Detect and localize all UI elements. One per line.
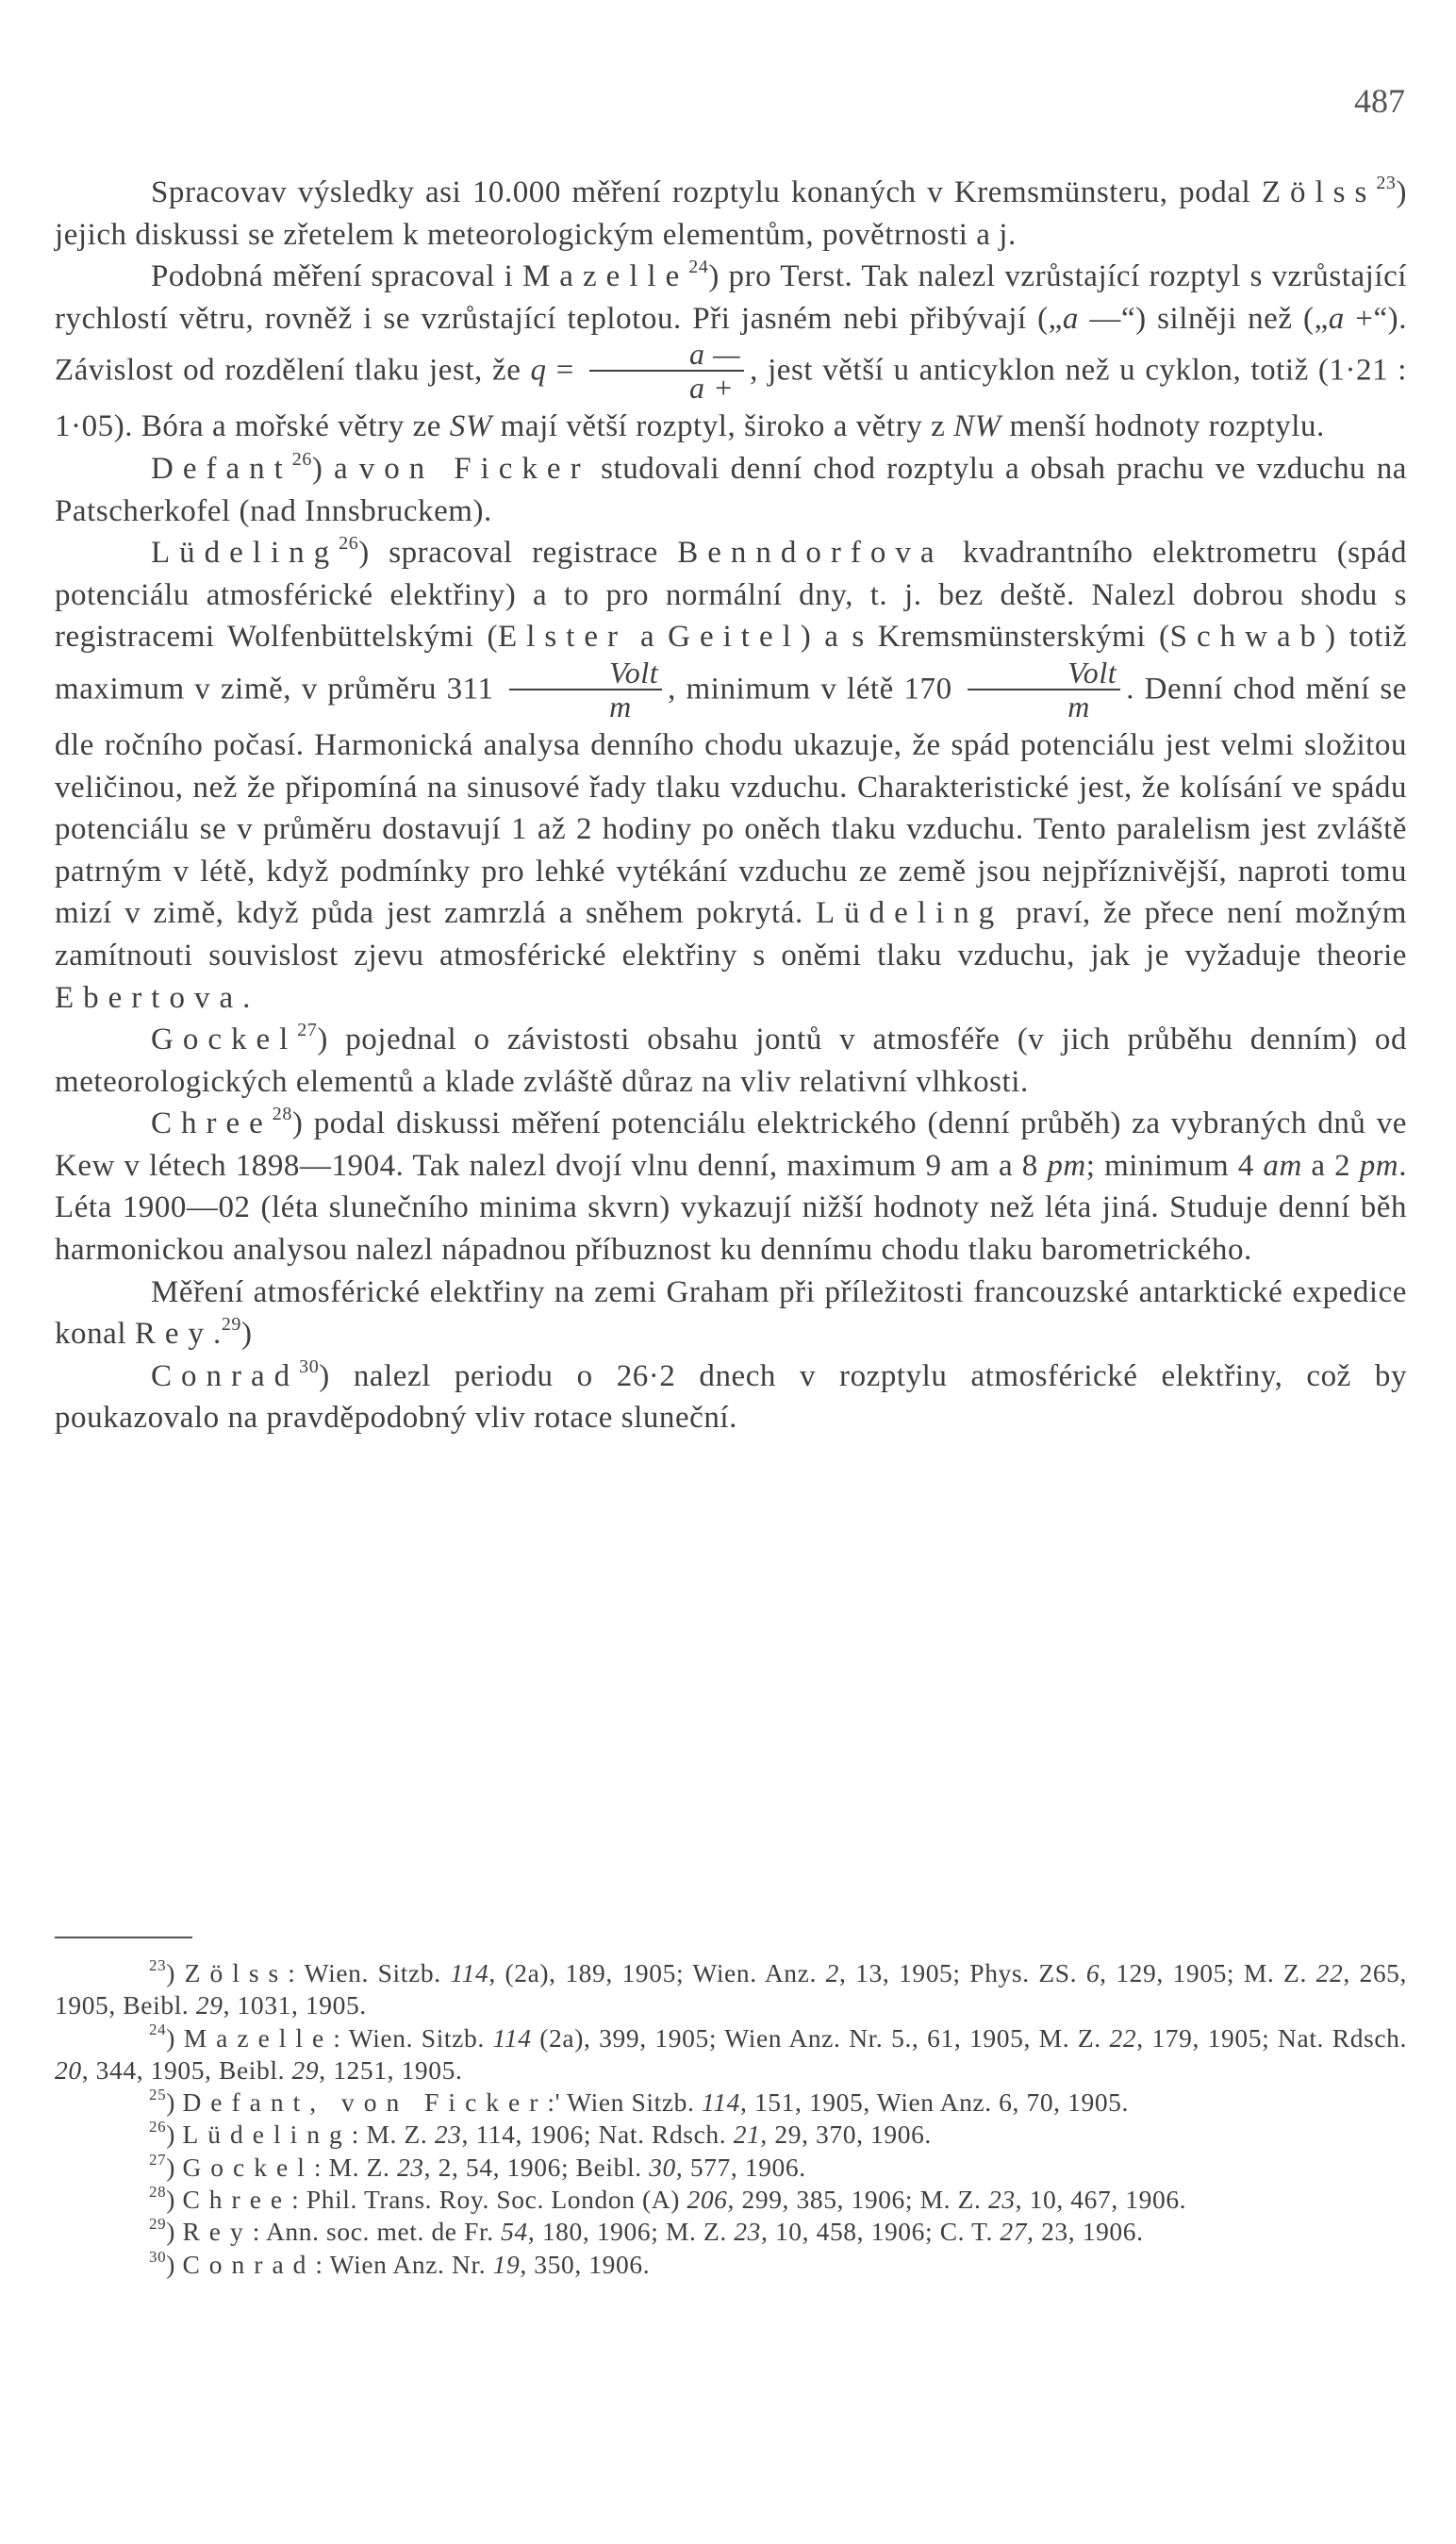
text-run: Spracovav výsledky asi 10.000 měření rozptylu konaných v Kremsmünsteru, podal [151, 175, 1262, 209]
text-run: +“). Závislost od rozdělení tlaku jest, že [55, 301, 1408, 388]
italic-text: 206 [687, 2185, 728, 2215]
text-run: ) [166, 2185, 183, 2215]
author-name: Zölss [1261, 175, 1377, 209]
italic-text: pm [1359, 1148, 1399, 1183]
author-name: Lüdeling [816, 896, 1004, 931]
text-run: = [546, 353, 585, 388]
text-run: , 344, 1905, Beibl. [81, 2054, 292, 2085]
italic-text: 23 [987, 2185, 1016, 2215]
text-run: ) [166, 2249, 183, 2279]
footnote-marker: 24 [149, 2020, 167, 2039]
author-name: Conrad [182, 2249, 316, 2279]
footnote-marker: 24 [688, 257, 709, 278]
author-name: Ebertova [55, 980, 243, 1015]
text-run: ) [166, 2087, 183, 2118]
text-run: a [627, 620, 669, 655]
text-run: praví, že přece není možným zamítnouti souvislost zjevu atmosférické elektřiny s oněmi tlaku vzduchu, jak je vyžaduje theorie [55, 896, 1407, 973]
author-name: Benndorfova [677, 536, 944, 571]
text-run: , 1251, 1905. [319, 2054, 463, 2085]
italic-text: 6 [1085, 1958, 1100, 1987]
footnote [55, 2152, 1407, 2184]
italic-text: a [1328, 301, 1345, 336]
text-run: Podobná měření spracoval i [151, 259, 522, 294]
text-run: :' Wien Sitzb. [547, 2087, 702, 2118]
footnote-separator [55, 1937, 192, 1938]
author-name: Conrad [151, 1358, 300, 1393]
footnote [55, 2087, 1407, 2119]
author-name: von Ficker [358, 451, 590, 486]
fraction-numerator: a — [589, 338, 744, 372]
author-name: Lüdeling [182, 2120, 352, 2150]
footnote [55, 2249, 1407, 2281]
author-name: Defant, von Ficker [182, 2087, 548, 2118]
text-run: kvadrantního elektrometru (spád potenciálu atmosférické elektřiny) a to pro normální dny, t. j. bez deště. Nalezl dobrou shodu s registracemi Wolfenbüttelskými ( [55, 536, 1407, 655]
footnote-marker: 25 [149, 2086, 167, 2104]
author-name: Lüdeling [151, 536, 339, 571]
italic-text: 23 [434, 2120, 462, 2150]
text-run: : M. Z. [313, 2152, 397, 2182]
text-run: : Wien. Sitzb. [333, 2022, 493, 2053]
text-run: , 23, 1906. [1027, 2217, 1144, 2247]
text-run: ) jejich diskussi se zřetelem k meteorologickým elementům, povětrnosti a j. [55, 175, 1407, 252]
italic-text: 21 [733, 2120, 761, 2150]
italic-text: 22 [1315, 1958, 1344, 1987]
italic-text: SW [449, 409, 492, 444]
fraction-denominator: a + [689, 371, 735, 406]
footnote-marker: 28 [149, 2182, 167, 2201]
author-name: Mazelle [521, 259, 689, 294]
text-run: , 1031, 1905. [223, 1990, 367, 2020]
author-name: Rey [182, 2217, 253, 2247]
text-run: , 2, 54, 1906; Beibl. [423, 2152, 650, 2182]
text-run: . Léta 1900—02 (léta slunečního minima skvrn) vykazují nižší hodnoty než léta jiná. Studuje denní běh harmonickou analysou nalezl nápadnou příbuznost ku dennímu chodu tlaku barometrického. [55, 1148, 1407, 1268]
footnote-marker: 27 [297, 1020, 318, 1041]
text-run: mají větší rozptyl, široko a větry z [491, 409, 954, 444]
text-run: . [213, 1317, 222, 1352]
footnote [55, 2184, 1407, 2216]
author-name: Geitel [668, 620, 801, 655]
italic-text: a [1062, 301, 1079, 336]
author-name: Elster [498, 620, 628, 655]
text-run: : Ann. soc. met. de Fr. [252, 2217, 502, 2247]
text-run: ) nalezl periodu o 26·2 dnech v rozptylu atmosférické elektřiny, což by poukazovalo na pravděpodobný vliv rotace sluneční. [55, 1358, 1407, 1436]
italic-text: 114 [450, 1958, 489, 1987]
italic-text: pm [1047, 1148, 1086, 1183]
italic-text: 23 [396, 2152, 424, 2182]
author-name: Defant [151, 451, 292, 486]
fraction-numerator: Volt [968, 657, 1120, 690]
fraction [589, 338, 744, 404]
text-run: , minimum v létě 170 [668, 672, 963, 707]
text-run: a 2 [1301, 1148, 1360, 1183]
paragraph [55, 448, 1407, 532]
text-run: , 350, 1906. [520, 2249, 651, 2279]
italic-text: q [530, 353, 547, 388]
text-run: ) pro Terst. Tak nalezl vzrůstající rozptyl s vzrůstající rychlostí větru, rovněž i se vzrůstající teplotou. Při jasném nebi přibývají („ [55, 259, 1407, 336]
fraction [509, 657, 662, 723]
text-run: : Wien. Sitzb. [288, 1958, 451, 1987]
paragraph [55, 1019, 1407, 1103]
italic-text: 29 [291, 2054, 320, 2085]
text-run: ) a s Kremsmünsterskými ( [800, 620, 1170, 655]
text-run: ) a [311, 451, 359, 486]
paragraph [55, 172, 1407, 256]
body-text [55, 172, 1407, 1439]
text-run: , 129, 1905; M. Z. [1100, 1958, 1316, 1987]
author-name: Mazelle [183, 2022, 334, 2053]
italic-text: 29 [195, 1990, 223, 2020]
paragraph [55, 532, 1407, 1019]
text-run: Měření atmosférické elektřiny na zemi Graham při příležitosti francouzské antarktické expedice konal [55, 1274, 1407, 1352]
text-run: , 299, 385, 1906; M. Z. [727, 2185, 988, 2215]
fraction [968, 657, 1120, 723]
page-number: 487 [1354, 82, 1405, 120]
footnote [55, 1957, 1407, 2022]
text-run: , 180, 1906; M. Z. [527, 2217, 735, 2247]
paragraph [55, 1103, 1407, 1271]
text-run: : M. Z. [351, 2120, 435, 2150]
author-name: Rey [134, 1317, 214, 1352]
footnote-marker: 29 [149, 2215, 167, 2234]
text-run: ) spracoval registrace [358, 536, 678, 571]
paragraph [55, 1355, 1407, 1439]
footnote-marker: 23 [149, 1955, 167, 1974]
footnote-marker: 27 [149, 2150, 167, 2169]
author-name: Gockel [151, 1023, 298, 1057]
text-run: . Denní chod mění se dle ročního počasí. Harmonická analysa denního chodu ukazuje, že spád potenciálu jest velmi složitou veličinou, než že připomíná na sinusové řady tlaku vzduchu. Charakteristické jest, že kolísání ve spádu potenciálu se v průměru dostavují 1 až 2 hodiny po oněch tlaku vzduchu. Tento paralelism jest zvláště patrným v létě, když podmínky pro lehké vytékání vzduchu ze země jsou nejpříznivější, naproti tomu mizí v zimě, když půda jest zamrzlá a sněhem pokrytá. [55, 672, 1407, 931]
italic-text: 114 [701, 2087, 740, 2118]
text-run: , 179, 1905; Nat. Rdsch. [1136, 2022, 1407, 2053]
italic-text: NW [953, 409, 1001, 444]
footnote-marker: 26 [339, 533, 359, 555]
text-run: ) podal diskussi měření potenciálu elektrického (denní průběh) za vybraných dnů ve Kew v létech 1898—1904. Tak nalezl dvojí vlnu denní, maximum 9 am a 8 [55, 1106, 1407, 1183]
author-name: Zölss [184, 1958, 289, 1987]
author-name: Chree [151, 1106, 273, 1141]
text-run: : Phil. Trans. Roy. Soc. London (A) [291, 2185, 687, 2215]
text-run: , (2a), 189, 1905; Wien. Anz. [488, 1958, 826, 1987]
italic-text: 54 [501, 2217, 528, 2247]
text-run: ) totiž maximum v zimě, v průměru 311 [55, 620, 1407, 707]
text-run: , 10, 467, 1906. [1015, 2185, 1187, 2215]
footnote-marker: 26 [149, 2118, 167, 2137]
text-run: ) [166, 1958, 185, 1987]
paragraph [55, 1272, 1407, 1355]
text-run: ) [240, 1317, 253, 1352]
text-run: , 265, 1905, Beibl. [55, 1958, 1407, 2020]
italic-text: am [1263, 1148, 1302, 1183]
author-name: Chree [182, 2185, 292, 2215]
footnote-marker: 26 [291, 448, 312, 470]
footnote [55, 2119, 1407, 2151]
footnote-marker: 30 [299, 1355, 320, 1377]
italic-text: 19 [492, 2249, 521, 2279]
text-run: ) [166, 2120, 183, 2150]
author-name: Gockel [182, 2152, 314, 2182]
fraction-denominator: m [609, 689, 632, 723]
text-run: , jest větší u anticyklon než u cyklon, totiž (1·21 : 1·05). Bóra a mořské větry ze [55, 353, 1408, 444]
text-run: ; minimum 4 [1085, 1148, 1264, 1183]
text-run: , 13, 1905; Phys. ZS. [838, 1958, 1086, 1987]
italic-text: 27 [1000, 2217, 1028, 2247]
text-run: ) [166, 2152, 183, 2182]
footnote [55, 2216, 1407, 2248]
text-run: ) [166, 2022, 184, 2053]
italic-text: 23 [734, 2217, 761, 2247]
text-run: studovali denní chod rozptylu a obsah prachu ve vzduchu na Patscherkofel (nad Innsbruckem). [55, 451, 1407, 528]
text-run: : Wien Anz. Nr. [315, 2249, 493, 2279]
text-run: ) [166, 2217, 183, 2247]
footnote-marker: 29 [221, 1314, 241, 1336]
author-name: Schwab [1169, 620, 1326, 655]
text-run: menší hodnoty rozptylu. [1001, 409, 1325, 444]
text-run: ) pojednal o závistosti obsahu jontů v atmosféře (v jich průběhu denním) od meteorologických elementů a klade zvláště důraz na vliv relativní vlhkosti. [55, 1023, 1407, 1099]
text-run: , 29, 370, 1906. [760, 2120, 932, 2150]
paragraph [55, 256, 1407, 448]
text-run: , 10, 458, 1906; C. T. [761, 2217, 1001, 2247]
text-run: —“) silněji než („ [1078, 301, 1329, 336]
fraction-denominator: m [1067, 689, 1090, 723]
footnote [55, 2022, 1407, 2087]
italic-text: 2 [825, 1958, 839, 1987]
footnote-marker: 23 [1376, 173, 1397, 193]
text-run: , 151, 1905, Wien Anz. 6, 70, 1905. [740, 2087, 1130, 2118]
text-run: , 577, 1906. [675, 2152, 806, 2182]
text-run: . [242, 980, 251, 1015]
text-run: (2a), 399, 1905; Wien Anz. Nr. 5., 61, 1905, M. Z. [531, 2022, 1110, 2053]
italic-text: 22 [1109, 2022, 1137, 2053]
fraction-numerator: Volt [509, 657, 662, 690]
footnotes [55, 1957, 1407, 2281]
italic-text: 20 [55, 2054, 82, 2085]
italic-text: 114 [492, 2022, 532, 2053]
footnote-marker: 30 [149, 2247, 167, 2266]
footnote-marker: 28 [272, 1104, 292, 1125]
italic-text: 30 [649, 2152, 676, 2182]
text-run: , 114, 1906; Nat. Rdsch. [461, 2120, 734, 2150]
